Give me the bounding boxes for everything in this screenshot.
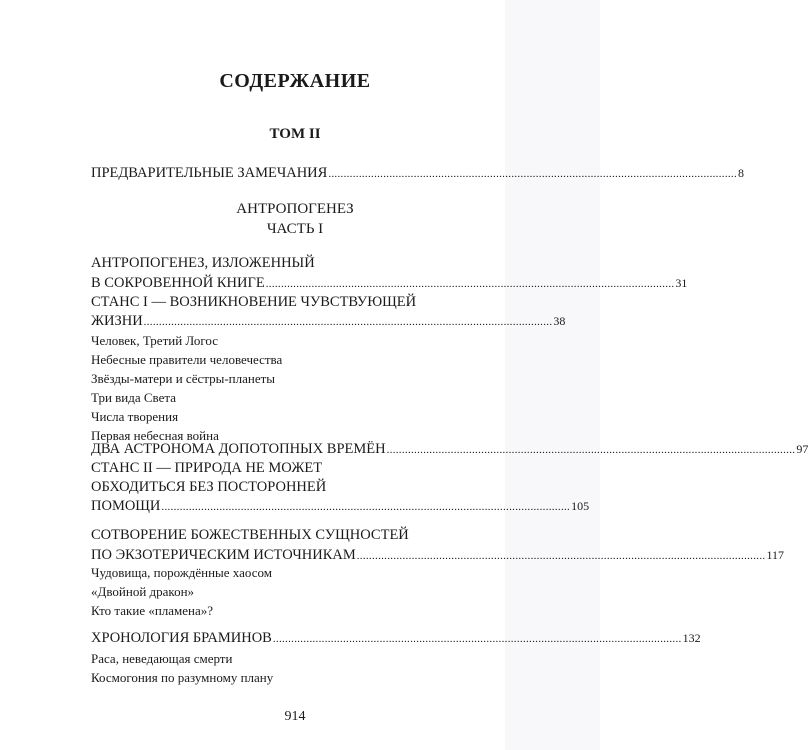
toc-subentry[interactable]: Числа творения — [91, 409, 179, 424]
page-number: 914 — [284, 709, 306, 724]
dot-leader: ...................................................................................................................................... — [386, 444, 796, 456]
toc-entry-text: ДВА АСТРОНОМА ДОПОТОПНЫХ ВРЕМЁН — [91, 441, 386, 457]
toc-page-number: 8 — [738, 166, 745, 180]
toc-subentry[interactable]: Чудовища, порождённые хаосом — [91, 565, 272, 580]
part-heading: АНТРОПОГЕНЕЗ — [236, 201, 354, 217]
dot-leader: ...................................................................................................................................... — [328, 168, 738, 180]
toc-page-number: 97 — [796, 442, 808, 456]
toc-page-number: 132 — [682, 631, 701, 645]
toc-entry-text: ЖИЗНИ — [91, 313, 143, 329]
toc-subentry[interactable]: Раса, неведающая смерти — [91, 651, 233, 666]
toc-subentry[interactable]: Космогония по разумному плану — [91, 670, 274, 685]
toc-subentry[interactable]: Кто такие «пламена»? — [91, 603, 214, 618]
toc-entry-prelim[interactable] — [91, 163, 745, 183]
dot-leader: ...................................................................................................................................... — [272, 633, 682, 645]
toc-entry-text: ПРЕДВАРИТЕЛЬНЫЕ ЗАМЕЧАНИЯ — [91, 165, 328, 181]
toc-entry-text: В СОКРОВЕННОЙ КНИГЕ — [91, 275, 265, 291]
toc-subentry[interactable]: Звёзды-матери и сёстры-планеты — [91, 371, 276, 386]
page-title: СОДЕРЖАНИЕ — [219, 70, 371, 92]
toc-entry-stanza2-line1[interactable]: СТАНС II — ПРИРОДА НЕ МОЖЕТ — [91, 460, 323, 476]
toc-subentry[interactable]: «Двойной дракон» — [91, 584, 195, 599]
part-subheading: ЧАСТЬ I — [266, 221, 324, 237]
toc-entry-creation-line2[interactable] — [91, 545, 784, 565]
toc-page-number: 117 — [766, 548, 784, 562]
toc-entry-creation-line1[interactable]: СОТВОРЕНИЕ БОЖЕСТВЕННЫХ СУЩНОСТЕЙ — [91, 527, 409, 543]
dot-leader: ...................................................................................................................................... — [161, 501, 571, 513]
toc-page-number: 38 — [553, 314, 566, 328]
toc-subentry[interactable]: Первая небесная война — [91, 428, 219, 443]
toc-entry-section1-line1[interactable]: АНТРОПОГЕНЕЗ, ИЗЛОЖЕННЫЙ — [91, 255, 315, 271]
toc-subentry[interactable]: Три вида Света — [91, 390, 176, 405]
volume-heading: ТОМ II — [269, 126, 321, 142]
toc-entry-chronology[interactable] — [91, 628, 701, 648]
toc-subentry[interactable]: Небесные правители человечества — [91, 352, 283, 367]
toc-entry-text: ПОМОЩИ — [91, 498, 161, 514]
toc-subentry[interactable]: Человек, Третий Логос — [91, 333, 219, 348]
toc-entry-astronomers[interactable] — [91, 439, 808, 459]
toc-entry-section1-line2[interactable] — [91, 273, 688, 293]
toc-entry-stanza2-line2[interactable]: ОБХОДИТЬСЯ БЕЗ ПОСТОРОННЕЙ — [91, 479, 327, 495]
toc-entry-text: ХРОНОЛОГИЯ БРАМИНОВ — [91, 630, 272, 646]
toc-entry-stanza2-line3[interactable] — [91, 496, 590, 516]
dot-leader: ...................................................................................................................................... — [143, 316, 553, 328]
toc-entry-text: ПО ЭКЗОТЕРИЧЕСКИМ ИСТОЧНИКАМ — [91, 547, 356, 563]
toc-page-number: 31 — [675, 276, 688, 290]
toc-entry-stanza1-line1[interactable]: СТАНС I — ВОЗНИКНОВЕНИЕ ЧУВСТВУЮЩЕЙ — [91, 294, 417, 310]
toc-page-number: 105 — [571, 499, 590, 513]
dot-leader: ...................................................................................................................................... — [356, 550, 766, 562]
toc-entry-stanza1-line2[interactable] — [91, 311, 566, 331]
dot-leader: ...................................................................................................................................... — [265, 278, 675, 290]
